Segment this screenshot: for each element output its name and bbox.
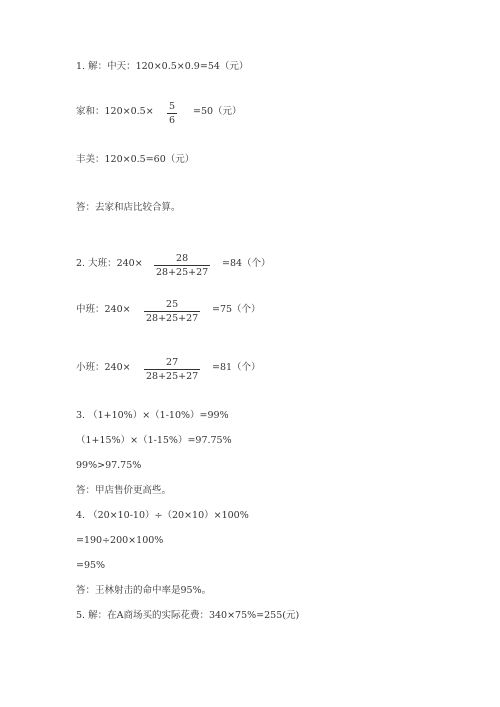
q4-line-3: =95% (76, 560, 106, 571)
fraction-denominator: 28+25+27 (146, 313, 199, 324)
q5-line-1: 5. 解：在A商场买的实际花费：340×75%=255(元) (76, 610, 300, 621)
q4-line-2: =190÷200×100% (76, 535, 164, 546)
fraction-denominator: 6 (169, 115, 176, 126)
q2-line-2-result: =75（个） (212, 304, 261, 315)
q2-fraction-2 (144, 299, 200, 324)
q2-line-1-result: =84（个） (222, 258, 271, 269)
q1-answer: 答：去家和店比较合算。 (76, 202, 181, 213)
q3-line-2: （1+15%）×（1-15%）=97.75% (76, 435, 232, 446)
q3-answer: 答：甲店售价更高些。 (76, 485, 172, 496)
q3-line-3: 99%>97.75% (76, 460, 142, 471)
q1-line-2-result: =50（元） (193, 106, 242, 117)
q3-line-1: 3. （1+10%）×（1-10%）=99% (76, 410, 229, 421)
q2-fraction-1 (154, 253, 210, 278)
q4-line-1: 4. （20×10-10）÷（20×10）×100% (76, 510, 249, 521)
fraction-numerator: 25 (166, 299, 179, 310)
q2-line-3-prefix: 小班：240× (76, 362, 131, 373)
q1-line-1: 1. 解：中天：120×0.5×0.9=54（元） (76, 61, 249, 72)
fraction-denominator: 28+25+27 (156, 267, 209, 278)
q2-line-1-prefix: 2. 大班：240× (76, 258, 143, 269)
q2-fraction-3 (144, 357, 200, 382)
fraction-denominator: 28+25+27 (146, 371, 199, 382)
q2-line-3-result: =81（个） (212, 362, 261, 373)
q1-line-3: 丰美：120×0.5=60（元） (76, 154, 195, 165)
q4-answer: 答：王林射击的命中率是95%。 (76, 585, 212, 596)
q1-line-2-prefix: 家和：120×0.5× (76, 106, 154, 117)
q1-fraction (167, 101, 177, 126)
q2-line-2-prefix: 中班：240× (76, 304, 131, 315)
fraction-numerator: 5 (169, 101, 176, 112)
fraction-numerator: 28 (176, 253, 189, 264)
fraction-numerator: 27 (166, 357, 179, 368)
